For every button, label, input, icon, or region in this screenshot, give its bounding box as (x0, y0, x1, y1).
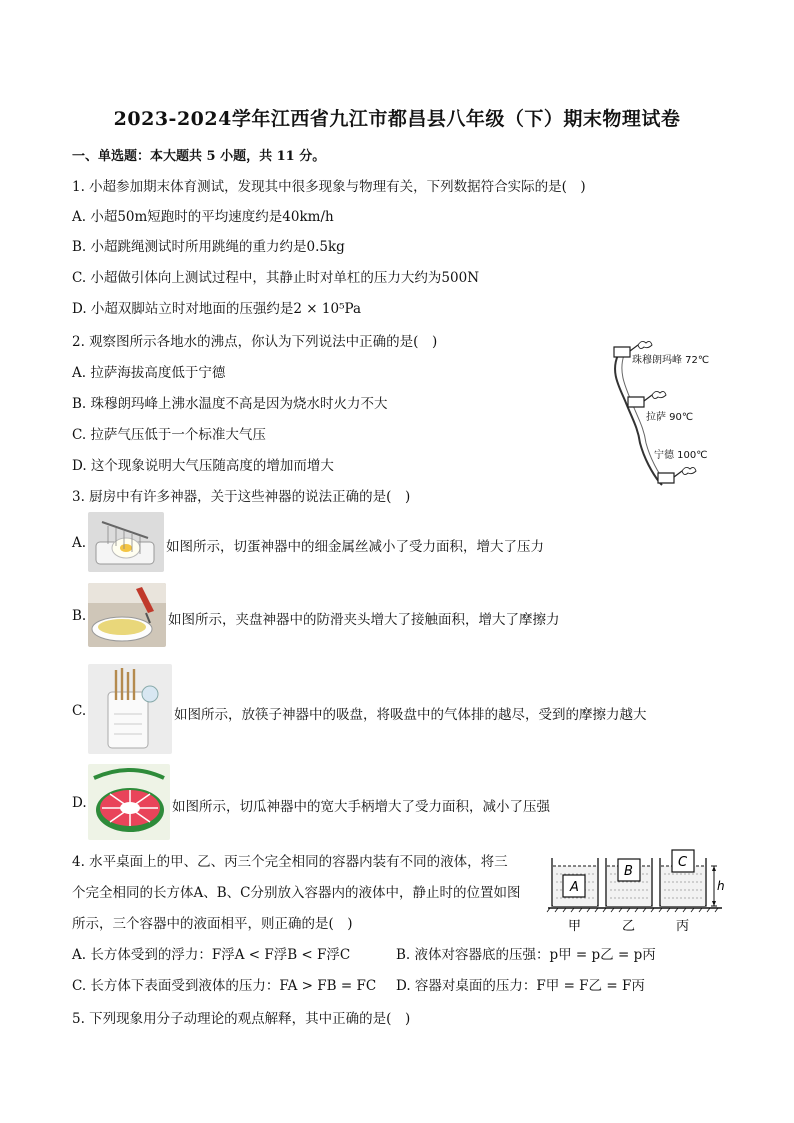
q3-option-c-label: C. (72, 703, 87, 719)
q4-option-d: D. 容器对桌面的压力：F甲 = F乙 = F丙 (396, 978, 645, 994)
q4-stem-line3: 所示，三个容器中的液面相平，则正确的是( ) (72, 916, 353, 932)
mountain-label-everest: 珠穆朗玛峰 72℃ (632, 355, 710, 366)
q3-stem: 3. 厨房中有许多神器，关于这些神器的说法正确的是( ) (72, 489, 411, 505)
q4-option-c: C. 长方体下表面受到液体的压力：FA > FB = FC (72, 978, 377, 994)
block-c-label: C (678, 855, 688, 870)
q1-option-a: A. 小超50m短跑时的平均速度约是40km/h (72, 209, 334, 225)
section-heading: 一、单选题：本大题共 5 小题，共 11 分。 (72, 149, 326, 164)
q3-option-b: 如图所示，夹盘神器中的防滑夹头增大了接触面积，增大了摩擦力 (168, 612, 560, 628)
melon-slicer-photo (88, 764, 170, 840)
q4-option-b: B. 液体对容器底的压强：p甲 = p乙 = p丙 (396, 947, 656, 963)
q2-stem: 2. 观察图所示各地水的沸点，你认为下列说法中正确的是( ) (72, 334, 438, 350)
q3-option-a: 如图所示，切蛋神器中的细金属丝减小了受力面积，增大了压力 (166, 539, 544, 555)
q4-option-a: A. 长方体受到的浮力：F浮A < F浮B < F浮C (72, 947, 351, 963)
block-b-label: B (624, 864, 633, 879)
page-title: 2023-2024学年江西省九江市都昌县八年级（下）期末物理试卷 (113, 108, 681, 130)
q2-option-a: A. 拉萨海拔高度低于宁德 (72, 365, 226, 381)
height-label: h (717, 879, 725, 893)
egg-slicer-photo (88, 512, 164, 572)
q4-stem-line2: 个完全相同的长方体A、B、C分别放入容器内的液体中，静止时的位置如图 (72, 885, 521, 901)
q1-option-c: C. 小超做引体向上测试过程中，其静止时对单杠的压力大约为500N (72, 270, 480, 286)
q3-option-d: 如图所示，切瓜神器中的宽大手柄增大了受力面积，减小了压强 (172, 799, 550, 815)
q3-option-a-label: A. (72, 535, 87, 551)
q3-option-d-label: D. (72, 795, 87, 811)
q5-stem: 5. 下列现象用分子动理论的观点解释，其中正确的是( ) (72, 1011, 411, 1027)
container-label-yi: 乙 (622, 919, 636, 934)
q1-option-d: D. 小超双脚站立时对地面的压强约是2 × 10⁵Pa (72, 301, 362, 317)
q1-stem: 1. 小超参加期末体育测试，发现其中很多现象与物理有关，下列数据符合实际的是( ) (72, 179, 586, 195)
q3-option-b-label: B. (72, 608, 87, 624)
q3-option-c: 如图所示，放筷子神器中的吸盘，将吸盘中的气体排的越尽，受到的摩擦力越大 (174, 707, 647, 723)
container-label-jia: 甲 (568, 919, 582, 934)
chopstick-holder-photo (88, 664, 172, 754)
block-a-label: A (570, 880, 579, 895)
plate-clamp-photo (88, 583, 166, 647)
container-label-bing: 丙 (676, 919, 690, 934)
mountain-label-ningde: 宁德 100℃ (654, 450, 708, 461)
q2-option-b: B. 珠穆朗玛峰上沸水温度不高是因为烧水时火力不大 (72, 396, 388, 412)
boiling-point-mountain-figure (600, 333, 730, 493)
q1-option-b: B. 小超跳绳测试时所用跳绳的重力约是0.5kg (72, 239, 345, 255)
q4-stem-line1: 4. 水平桌面上的甲、乙、丙三个完全相同的容器内装有不同的液体，将三 (72, 854, 508, 870)
kettle-icon (628, 391, 666, 407)
q2-option-c: C. 拉萨气压低于一个标准大气压 (72, 427, 266, 443)
kettle-icon (658, 467, 696, 483)
three-containers-figure (546, 848, 726, 936)
mountain-label-lhasa: 拉萨 90℃ (646, 412, 694, 423)
q2-option-d: D. 这个现象说明大气压随高度的增加而增大 (72, 458, 334, 474)
